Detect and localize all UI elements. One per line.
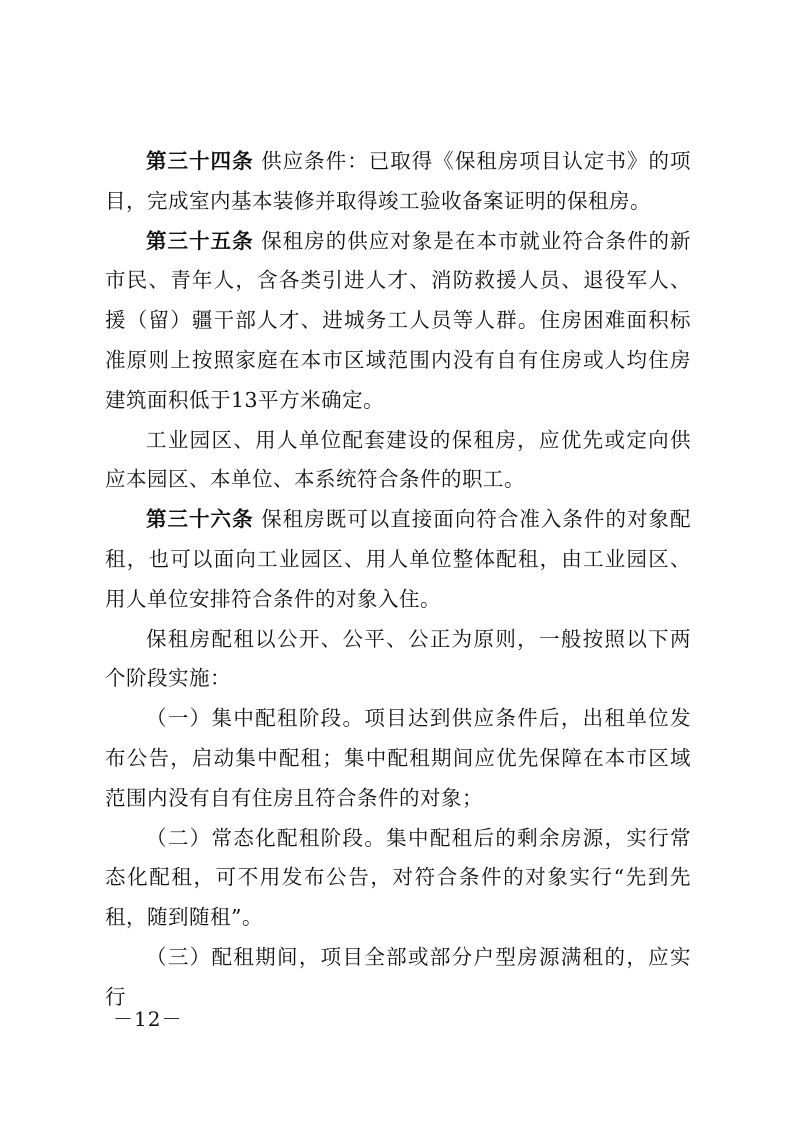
stage-three-text: （三）配租期间，项目全部或部分户型房源满租的，应实行: [105, 944, 691, 1009]
page-number: －12－: [113, 1007, 183, 1031]
stage-one-paragraph: [105, 699, 691, 818]
stage-two-text: （二）常态化配租阶段。集中配租后的剩余房源，实行常态化配租，可不用发布公告，对符合条件的对象实行“先到先租，随到随租”。: [105, 825, 691, 930]
allocation-principle-text: 保租房配租以公开、公平、公正为原则，一般按照以下两个阶段实施：: [105, 626, 691, 691]
industrial-park-paragraph: [105, 421, 691, 501]
article-36-text: 保租房既可以直接面向符合准入条件的对象配租，也可以面向工业园区、用人单位整体配租，由工业园区、用人单位安排符合条件的对象入住。: [105, 507, 692, 611]
allocation-principle-paragraph: [105, 620, 691, 700]
article-35-label: 第三十五条: [146, 228, 254, 253]
article-36-paragraph: [105, 500, 691, 619]
article-34-text: 供应条件：已取得《保租房项目认定书》的项目，完成室内基本装修并取得竣工验收备案证明的保租房。: [105, 149, 692, 213]
document-body: [105, 142, 691, 1018]
stage-two-paragraph: [105, 819, 691, 938]
article-34-paragraph: [105, 142, 691, 222]
stage-one-text: （一）集中配租阶段。项目达到供应条件后，出租单位发布公告，启动集中配租；集中配租期间应优先保障在本市区域范围内没有自有住房且符合条件的对象；: [105, 706, 691, 810]
industrial-park-text: 工业园区、用人单位配套建设的保租房，应优先或定向供应本园区、本单位、本系统符合条件的职工。: [105, 427, 691, 492]
article-35-paragraph: [105, 222, 691, 421]
stage-three-paragraph: [105, 938, 691, 1018]
article-36-label: 第三十六条: [146, 507, 254, 532]
article-35-text: 保租房的供应对象是在本市就业符合条件的新市民、青年人，含各类引进人才、消防救援人员、退役军人、援（留）疆干部人才、进城务工人员等人群。住房困难面积标准原则上按照家庭在本市区域范围内没有自有住房或人均住房建筑面积低于13平方米确定。: [105, 228, 692, 412]
article-34-label: 第三十四条: [146, 149, 254, 173]
